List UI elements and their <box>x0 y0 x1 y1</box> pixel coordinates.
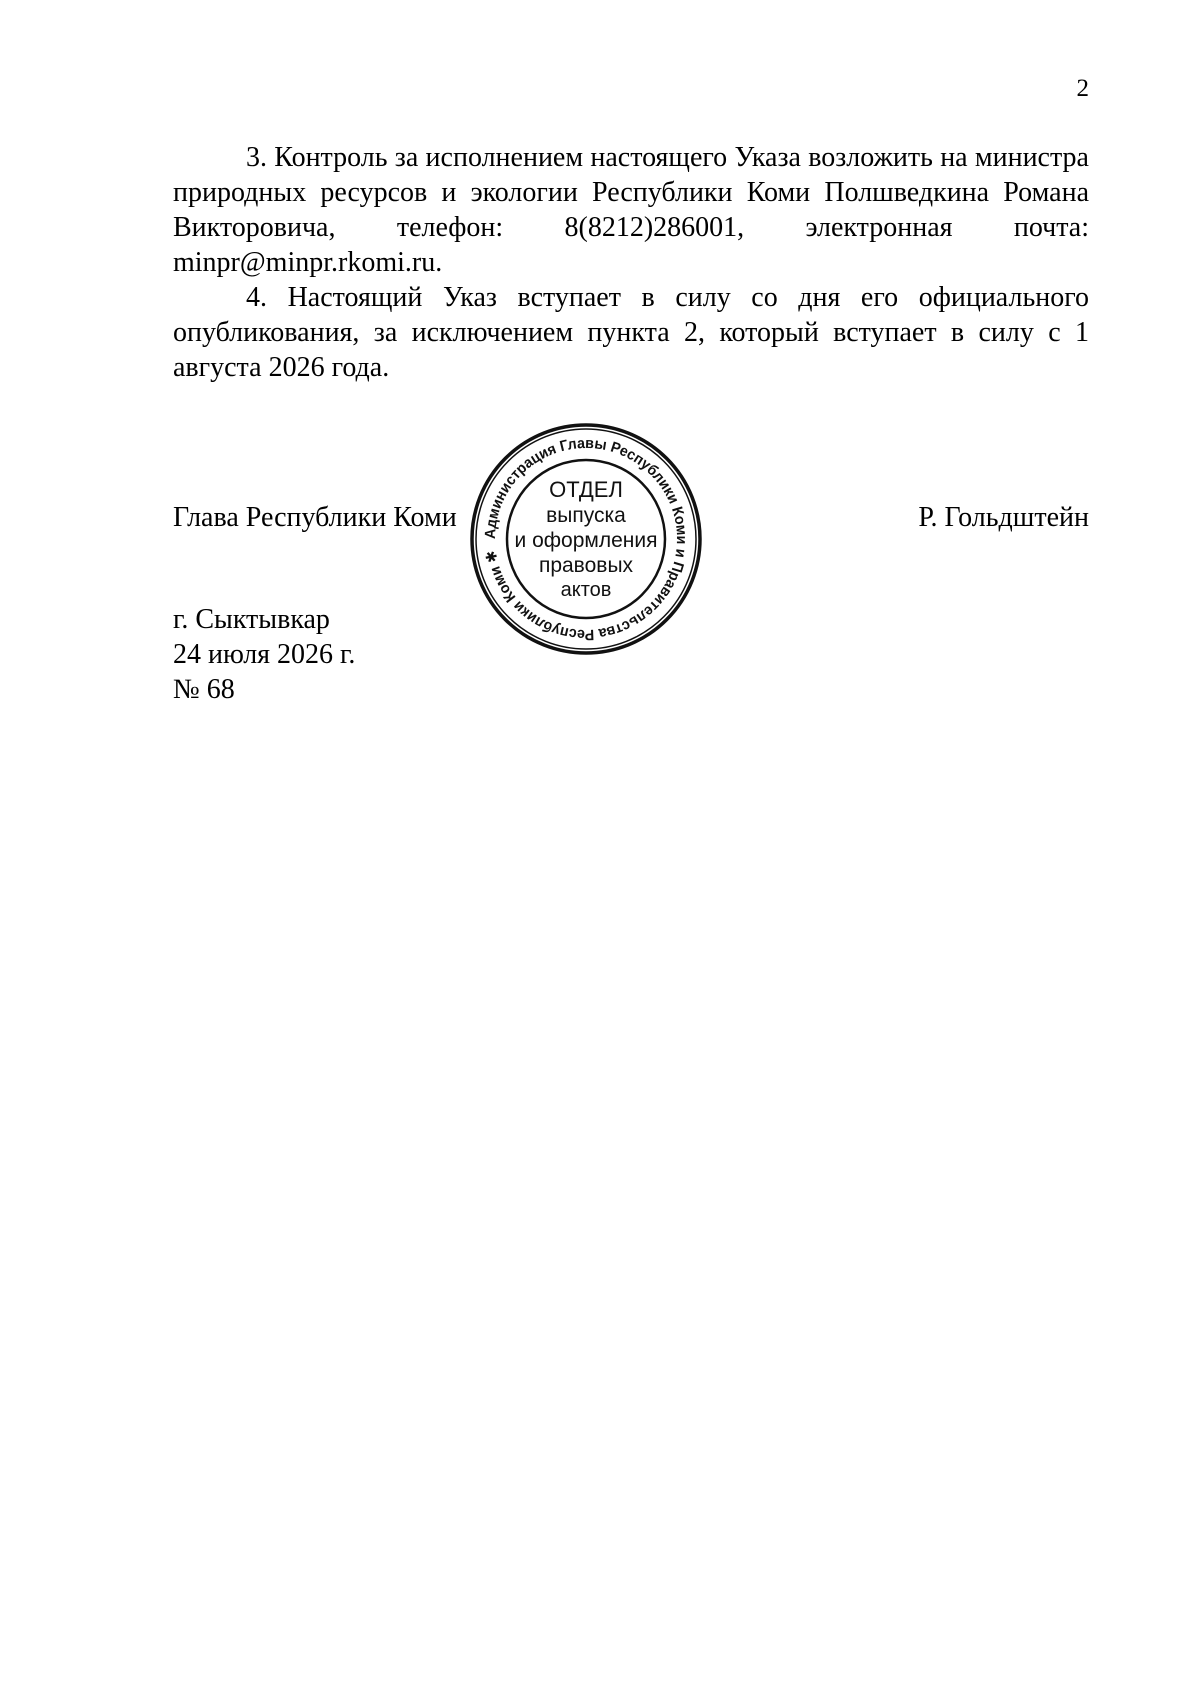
signatory-name: Р. Гольдштейн <box>918 502 1089 533</box>
official-stamp <box>467 420 705 658</box>
stamp-ring-textpath: Администрация Главы Республики Коми и Правительства Республики Коми ✱ <box>481 434 691 644</box>
stamp-center-text <box>515 477 658 601</box>
document-number: № 68 <box>173 674 235 705</box>
stamp-graphic <box>467 420 705 658</box>
paragraph-3: 3. Контроль за исполнением настоящего Указа возложить на министра природных ресурсов и экологии Республики Коми Полшведкина Романа Викторовича, телефон: 8(8212)286001, электронная почта: minpr@minpr.rkomi.ru. <box>173 142 1089 278</box>
paragraph-4: 4. Настоящий Указ вступает в силу со дня его официального опубликования, за исключением пункта 2, который вступает в силу с 1 августа 2026 года. <box>173 282 1089 383</box>
stamp-line-4: правовых <box>538 554 634 577</box>
stamp-line-1: ОТДЕЛ <box>549 477 623 502</box>
stamp-line-3: и оформления <box>514 529 658 552</box>
document-date: 24 июля 2026 г. <box>173 639 356 670</box>
signatory-position: Глава Республики Коми <box>173 502 457 533</box>
document-place: г. Сыктывкар <box>173 604 330 635</box>
stamp-line-2: выпуска <box>546 504 626 527</box>
document-body <box>173 140 1089 385</box>
stamp-line-5: актов <box>560 579 612 601</box>
page-number: 2 <box>1076 75 1089 102</box>
document-details <box>173 602 355 707</box>
